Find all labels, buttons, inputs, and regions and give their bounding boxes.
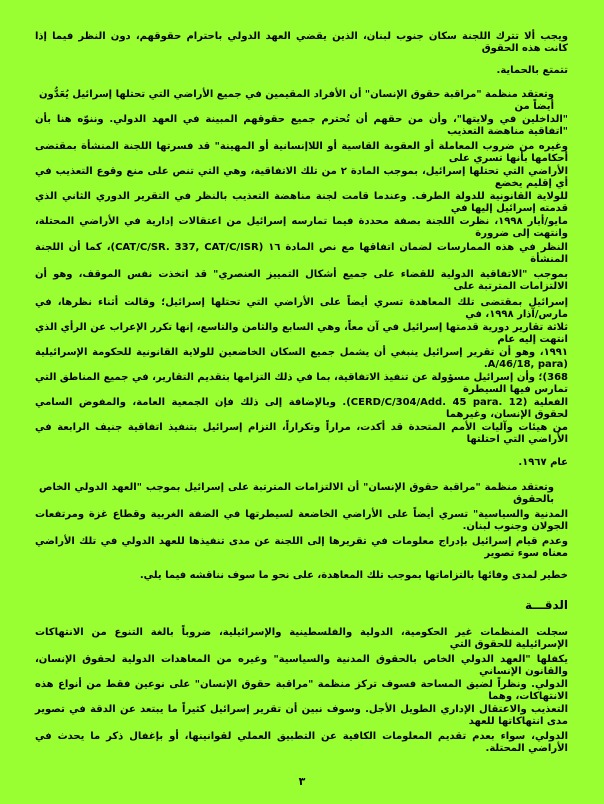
text-line: وتعتقد منظمة "مراقبة حقوق الإنسان" أن الالتزامات المترتبة على إسرائيل بموجب "العهد الدولي الخاص بالحقوق xyxy=(39,481,554,505)
text-line: ١٩٩١، وهو أن تقرير إسرائيل ينبغي أن يشمل جميع السكان الخاضعين للولاية القانونية للحكومة الإسرائيلية (A/46/18, para. xyxy=(35,346,568,370)
text-line: بموجب "الاتفاقية الدولية للقضاء على جميع أشكال التمييز العنصري" قد اتخذت نفس الموقف، وهو أن الالتزامات المترتبة على xyxy=(35,268,568,292)
text-line: من هيئات وآليات الأمم المتحدة قد أكدت، مراراً وتكراراً، التزام إسرائيل بتنفيذ اتفاقية جنيف الرابعة في الأراضي التي احتلتها xyxy=(35,421,568,445)
text-line: للولاية القانونية للدولة الطرف. وعندما قامت لجنة مناهضة التعذيب بالنظر في التقرير الدوري الثاني الذي قدمته إسرائيل إليها في xyxy=(35,190,568,214)
text-line: الفعلية (CERD/C/304/Add. 45 para. 12). وبالإضافة إلى ذلك فإن الجمعية العامة، والمفوض السامي لحقوق الإنسان، وغيرهما xyxy=(35,396,568,420)
text-line: يكفلها "العهد الدولي الخاص بالحقوق المدنية والسياسية" وغيره من المعاهدات الدولية لحقوق الإنسان، والقانون الإنساني xyxy=(35,653,568,677)
text-line: الدولي. ونظراً لضيق المساحة فسوف تركز منظمة "مراقبة حقوق الإنسان" على نوعين فقط من أنواع هذه الانتهاكات، وهما xyxy=(35,678,568,702)
text-line: وغيره من ضروب المعاملة أو العقوبة القاسية أو اللاإنسانية أو المهينة" قد فسرتها اللجنة المنشأة بمقتضى أحكامها بأنها تسري على xyxy=(35,140,568,164)
text-line: الأراضي التي تحتلها إسرائيل، بموجب المادة ٢ من تلك الاتفاقية، وهي التي تنص على منع وقوع التعذيب في أي إقليم يخضع xyxy=(35,165,568,189)
text-line: النظر في هذه الممارسات لضمان اتفاقها مع نص المادة ١٦ (CAT/C/SR. 337, CAT/C/ISR)، كما أن اللجنة المنشأة xyxy=(35,241,568,265)
text-line: مايو/أيار ١٩٩٨، نظرت اللجنة بصفة محددة فيما تمارسه إسرائيل من اعتقالات إدارية في الأراضي المحتلة، وانتهت إلى ضرورة xyxy=(35,215,568,239)
text-line: التعذيب والاعتقال الإداري الطويل الأجل. وسوف نبين أن تقرير إسرائيل كثيراً ما يبتعد عن الدقة في تصوير مدى انتهاكاتها للعهد xyxy=(35,703,568,727)
text-line: وعدم قيام إسرائيل بإدراج معلومات في تقريرها إلى اللجنة عن مدى تنفيذها للعهد الدولي في تلك الأراضي معناه سوء تصوير xyxy=(35,535,568,559)
text-line: ويجب ألا تترك اللجنة سكان جنوب لبنان، الذين يقضي العهد الدولي باحترام حقوقهم، دون النظر فيما إذا كانت هذه الحقوق xyxy=(35,30,568,54)
text-line: خطير لمدى وفائها بالتزاماتها بموجب تلك المعاهدة، على نحو ما سوف نناقشه فيما يلي. xyxy=(139,569,568,581)
text-line: الدولي، سواء بعدم تقديم المعلومات الكافية عن التطبيق العملي لقوانينها، أو بإغفال ذكر ما يحدث في الأراضي المحتلة. xyxy=(35,730,568,754)
text-line: المدنية والسياسية" تسري أيضاً على الأراضي الخاضعة لسيطرتها في الضفة الغربية وقطاع غزة ومرتفعات الجولان وجنوب لبنان. xyxy=(35,508,568,532)
text-line: 368)؛ وأن إسرائيل مسؤولة عن تنفيذ الاتفاقية، بما في ذلك التزامها بتقديم التقارير، في جميع المناطق التي تمارس فيها السيطرة xyxy=(35,371,568,395)
page-number: ٣ xyxy=(298,775,306,788)
text-line: إسرائيل بمقتضى تلك المعاهدة تسري أيضاً على الأراضي التي تحتلها إسرائيل؛ وقالت أثناء نظرها، في مارس/آذار ١٩٩٨، في xyxy=(35,296,568,320)
text-line: سجلت المنظمات غير الحكومية، الدولية والفلسطينية والإسرائيلية، ضروباً بالغة التنوع من الانتهاكات الإسرائيلية للحقوق التي xyxy=(35,626,568,650)
text-line: "الداخلين في ولايتها"، وأن من حقهم أن تُحترم جميع حقوقهم المبينة في العهد الدولي. وننوّه هنا بأن "اتفاقية مناهضة التعذيب xyxy=(35,113,568,137)
text-line: وتعتقد منظمة "مراقبة حقوق الإنسان" أن الأفراد المقيمين في جميع الأراضي التي تحتلها إسرائيل يُعَدُّون أيضاً من xyxy=(39,88,554,112)
text-line: تتمتع بالحماية. xyxy=(496,64,568,76)
section-heading: الدقـــة xyxy=(525,598,568,612)
text-line: ثلاثة تقارير دورية قدمتها إسرائيل في آن معاً، وهي السابع والثامن والتاسع، إنها تكرر الإعراب عن الرأي الذي انتهت إليه عام xyxy=(35,321,568,345)
text-line: عام ١٩٦٧. xyxy=(518,456,568,468)
